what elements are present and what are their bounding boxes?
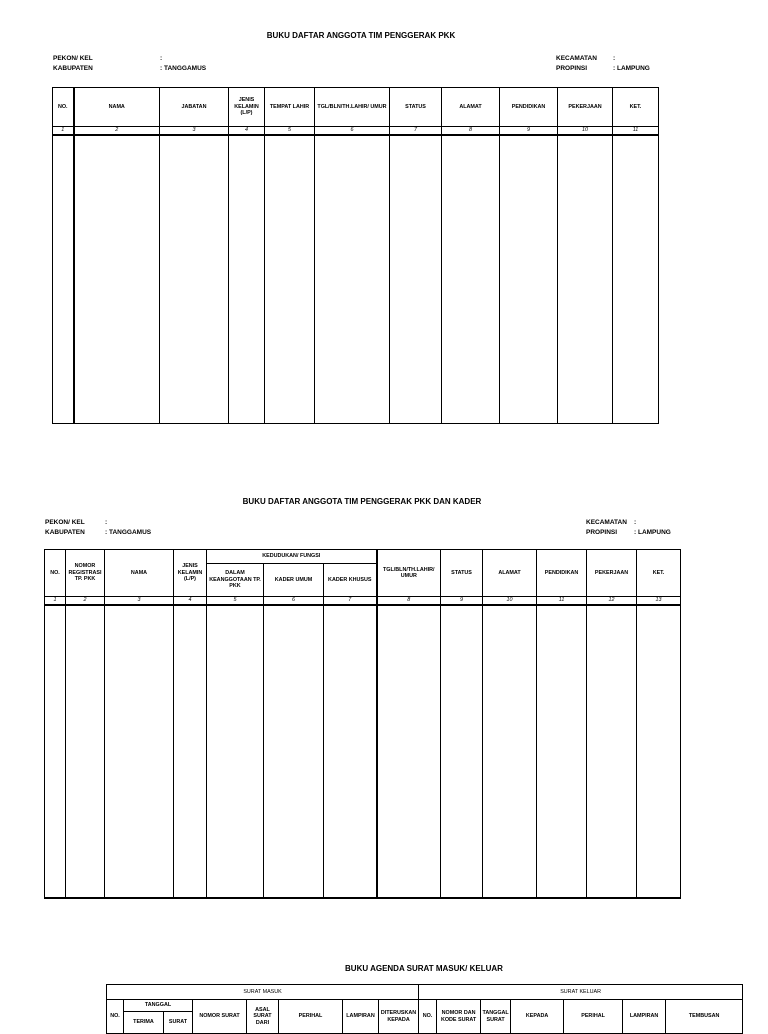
- col-number: 6: [264, 597, 324, 606]
- col-number: 2: [66, 597, 105, 606]
- meta-label-kecamatan: KECAMATAN: [556, 55, 597, 62]
- col-number: 1: [45, 597, 66, 606]
- doc1-header-row: [53, 88, 659, 127]
- col-number: 5: [207, 597, 264, 606]
- meta-value-kabupaten: : TANGGAMUS: [105, 529, 152, 536]
- col-number: 12: [587, 597, 637, 606]
- col-header-no: NO.: [107, 1000, 124, 1034]
- body-cell: [324, 605, 377, 898]
- doc3-header-row-2: [107, 1000, 743, 1012]
- col-number: 10: [558, 127, 613, 136]
- body-cell: [66, 605, 105, 898]
- body-cell: [613, 135, 659, 424]
- col-number: 8: [442, 127, 500, 136]
- body-cell: [207, 605, 264, 898]
- meta-label-propinsi: PROPINSI: [556, 65, 588, 72]
- doc1-right-meta: [556, 54, 650, 74]
- doc1-number-row: [53, 127, 659, 136]
- body-cell: [160, 135, 229, 424]
- body-cell: [265, 135, 315, 424]
- meta-label-kecamatan: KECAMATAN: [586, 519, 627, 526]
- col-header-no: NO.: [45, 550, 66, 597]
- col-number: 3: [105, 597, 174, 606]
- meta-value-propinsi: : LAMPUNG: [634, 529, 671, 536]
- col-number: 5: [265, 127, 315, 136]
- body-cell: [174, 605, 207, 898]
- col-number: 8: [377, 597, 441, 606]
- meta-label-propinsi: PROPINSI: [586, 529, 618, 536]
- col-header-alamat: ALAMAT: [442, 88, 500, 127]
- body-cell: [442, 135, 500, 424]
- doc2-left-meta: [45, 518, 151, 538]
- doc1-body-row: [53, 135, 659, 424]
- col-header-pekerjaan: PEKERJAAN: [587, 550, 637, 597]
- col-number: 9: [441, 597, 483, 606]
- col-number: 9: [500, 127, 558, 136]
- body-cell: [45, 605, 66, 898]
- doc1-table: [52, 87, 659, 424]
- doc2-body-row: [45, 605, 681, 898]
- col-number: 6: [315, 127, 390, 136]
- col-number: 4: [229, 127, 265, 136]
- col-number: 3: [160, 127, 229, 136]
- doc3-header-row-1: [107, 985, 743, 1000]
- body-cell: [441, 605, 483, 898]
- col-number: 13: [637, 597, 681, 606]
- doc2-number-row: [45, 597, 681, 606]
- col-group-surat-masuk: SURAT MASUK: [107, 985, 419, 1000]
- col-header-perihal: PERIHAL: [279, 1000, 343, 1034]
- col-header-pendidikan: PENDIDIKAN: [500, 88, 558, 127]
- col-number: 11: [613, 127, 659, 136]
- col-header-tempat-lahir: TEMPAT LAHIR: [265, 88, 315, 127]
- body-cell: [637, 605, 681, 898]
- col-header-tanggal-surat: TANGGAL SURAT: [481, 1000, 511, 1034]
- doc2-right-meta: [586, 518, 671, 538]
- doc2-title: BUKU DAFTAR ANGGOTA TIM PENGGERAK PKK DAN KADER: [242, 497, 482, 506]
- col-header-kader-umum: KADER UMUM: [264, 564, 324, 597]
- col-header-surat: SURAT: [164, 1012, 193, 1034]
- col-number: 10: [483, 597, 537, 606]
- col-header-kepada: KEPADA: [511, 1000, 564, 1034]
- col-header-ket: KET.: [637, 550, 681, 597]
- meta-label-pekon: PEKON/ KEL: [45, 519, 85, 526]
- col-number: 7: [390, 127, 442, 136]
- col-header-tembusan: TEMBUSAN: [666, 1000, 743, 1034]
- col-header-jenis-kelamin: JENIS KELAMIN (L/P): [229, 88, 265, 127]
- body-cell: [264, 605, 324, 898]
- col-header-pekerjaan: PEKERJAAN: [558, 88, 613, 127]
- col-header-no: NO.: [53, 88, 74, 127]
- meta-label-kabupaten: KABUPATEN: [53, 65, 93, 72]
- col-number: 4: [174, 597, 207, 606]
- body-cell: [377, 605, 441, 898]
- col-header-tgl-lahir: TGL/BLN/TH.LAHIR/ UMUR: [377, 550, 441, 597]
- body-cell: [537, 605, 587, 898]
- col-header-tgl-lahir: TGL/BLN/TH.LAHIR/ UMUR: [315, 88, 390, 127]
- col-header-nama: NAMA: [74, 88, 160, 127]
- col-header-status: STATUS: [441, 550, 483, 597]
- col-group-tanggal: TANGGAL: [124, 1000, 193, 1012]
- doc2-table: [44, 549, 681, 899]
- col-header-no-keluar: NO.: [419, 1000, 437, 1034]
- meta-value-pekon: :: [160, 55, 163, 62]
- col-header-kader-khusus: KADER KHUSUS: [324, 564, 377, 597]
- col-header-jabatan: JABATAN: [160, 88, 229, 127]
- col-header-nomor-registrasi: NOMOR REGISTRASI TP. PKK: [66, 550, 105, 597]
- doc3-title: BUKU AGENDA SURAT MASUK/ KELUAR: [345, 964, 503, 973]
- body-cell: [483, 605, 537, 898]
- col-header-nomor-kode: NOMOR DAN KODE SURAT: [437, 1000, 481, 1034]
- body-cell: [105, 605, 174, 898]
- col-header-dalam-keanggotaan: DALAM KEANGGOTAAN TP. PKK: [207, 564, 264, 597]
- col-header-jenis-kelamin: JENIS KELAMIN (L/P): [174, 550, 207, 597]
- col-group-surat-keluar: SURAT KELUAR: [419, 985, 743, 1000]
- body-cell: [500, 135, 558, 424]
- meta-value-kabupaten: : TANGGAMUS: [160, 65, 207, 72]
- meta-value-kecamatan: :: [634, 519, 637, 526]
- col-header-perihal-keluar: PERIHAL: [564, 1000, 623, 1034]
- col-header-terima: TERIMA: [124, 1012, 164, 1034]
- col-header-alamat: ALAMAT: [483, 550, 537, 597]
- body-cell: [390, 135, 442, 424]
- body-cell: [587, 605, 637, 898]
- doc1-left-meta: [53, 54, 206, 74]
- col-header-nomor-surat: NOMOR SURAT: [193, 1000, 247, 1034]
- doc1-title: BUKU DAFTAR ANGGOTA TIM PENGGERAK PKK: [266, 31, 456, 40]
- meta-value-kecamatan: :: [613, 55, 616, 62]
- col-header-lampiran-keluar: LAMPIRAN: [623, 1000, 666, 1034]
- col-number: 11: [537, 597, 587, 606]
- doc2-header-row-1: [45, 550, 681, 564]
- meta-value-pekon: :: [105, 519, 108, 526]
- doc3-table: [106, 984, 743, 1034]
- col-number: 2: [74, 127, 160, 136]
- col-number: 1: [53, 127, 74, 136]
- col-header-status: STATUS: [390, 88, 442, 127]
- body-cell: [558, 135, 613, 424]
- col-header-ket: KET.: [613, 88, 659, 127]
- meta-value-propinsi: : LAMPUNG: [613, 65, 650, 72]
- col-group-kedudukan: KEDUDUKAN/ FUNGSI: [207, 550, 377, 564]
- col-header-pendidikan: PENDIDIKAN: [537, 550, 587, 597]
- body-cell: [229, 135, 265, 424]
- col-header-lampiran: LAMPIRAN: [343, 1000, 379, 1034]
- body-cell: [53, 135, 74, 424]
- meta-label-kabupaten: KABUPATEN: [45, 529, 85, 536]
- col-header-nama: NAMA: [105, 550, 174, 597]
- body-cell: [315, 135, 390, 424]
- col-number: 7: [324, 597, 377, 606]
- col-header-diteruskan: DITERUSKAN KEPADA: [379, 1000, 419, 1034]
- meta-label-pekon: PEKON/ KEL: [53, 55, 93, 62]
- body-cell: [74, 135, 160, 424]
- col-header-asal-surat: ASAL SURAT DARI: [247, 1000, 279, 1034]
